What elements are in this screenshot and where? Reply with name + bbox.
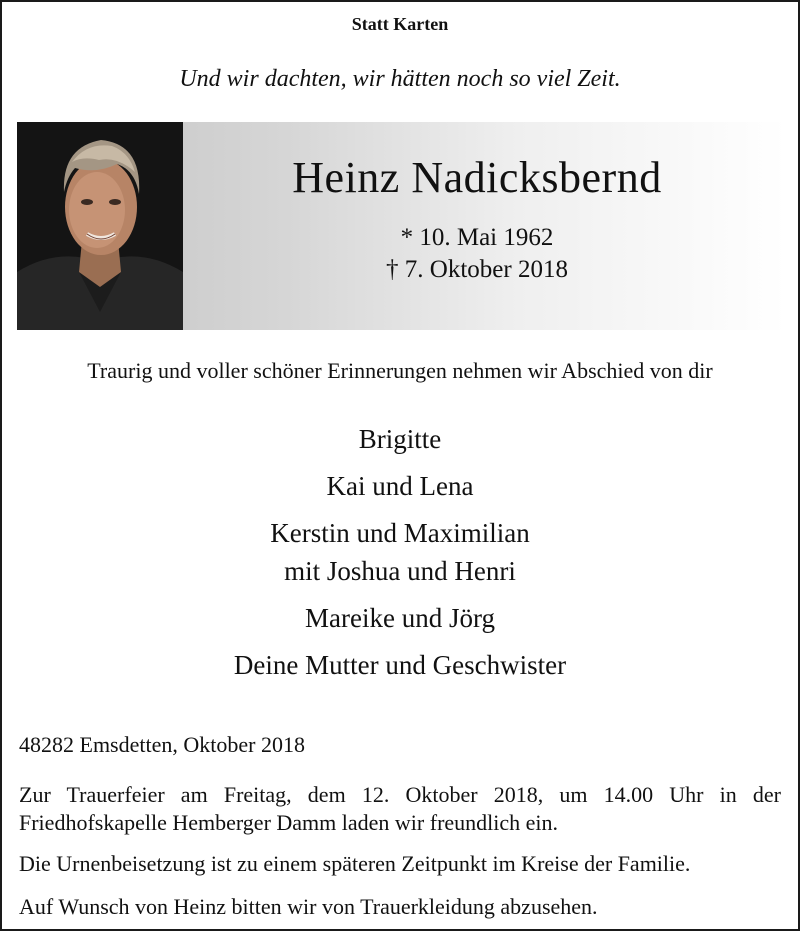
mourner-name: Deine Mutter und Geschwister [233,650,567,680]
mourners-list [2,420,798,693]
life-dates [197,222,757,286]
mourner-name: mit Joshua und Henri [284,556,516,586]
mourner-group [2,420,798,458]
header-note: Statt Karten [351,14,449,34]
mourner-group [2,646,798,684]
deceased-name: Heinz Nadicksbernd [292,153,662,202]
farewell-intro: Traurig und voller schöner Erinnerungen nehmen wir Abschied von dir [87,358,713,383]
urn-burial-info: Die Urnenbeisetzung ist zu einem späteren Zeitpunkt im Kreise der Familie. [19,851,691,876]
mourner-name: Brigitte [358,424,442,454]
mourner-group [2,467,798,505]
birth-date: * 10. Mai 1962 [400,224,554,251]
death-date: † 7. Oktober 2018 [386,256,568,283]
mourner-group [2,514,798,590]
funeral-service-info: Zur Trauerfeier am Freitag, dem 12. Oktober 2018, um 14.00 Uhr in der Friedhofskapelle Hemberger Damm laden wir freundlich ein. [19,782,781,835]
motto-quote: Und wir dachten, wir hätten noch so viel Zeit. [179,66,621,92]
place-and-date: 48282 Emsdetten, Oktober 2018 [19,732,305,757]
mourner-name: Kerstin und Maximilian [270,518,530,548]
portrait-photo [17,122,183,330]
mourner-name: Kai und Lena [326,471,474,501]
mourner-group [2,599,798,637]
dress-wish-info: Auf Wunsch von Heinz bitten wir von Trauerkleidung abzusehen. [19,894,598,919]
name-banner [17,122,787,330]
mourner-name: Mareike und Jörg [305,603,495,633]
